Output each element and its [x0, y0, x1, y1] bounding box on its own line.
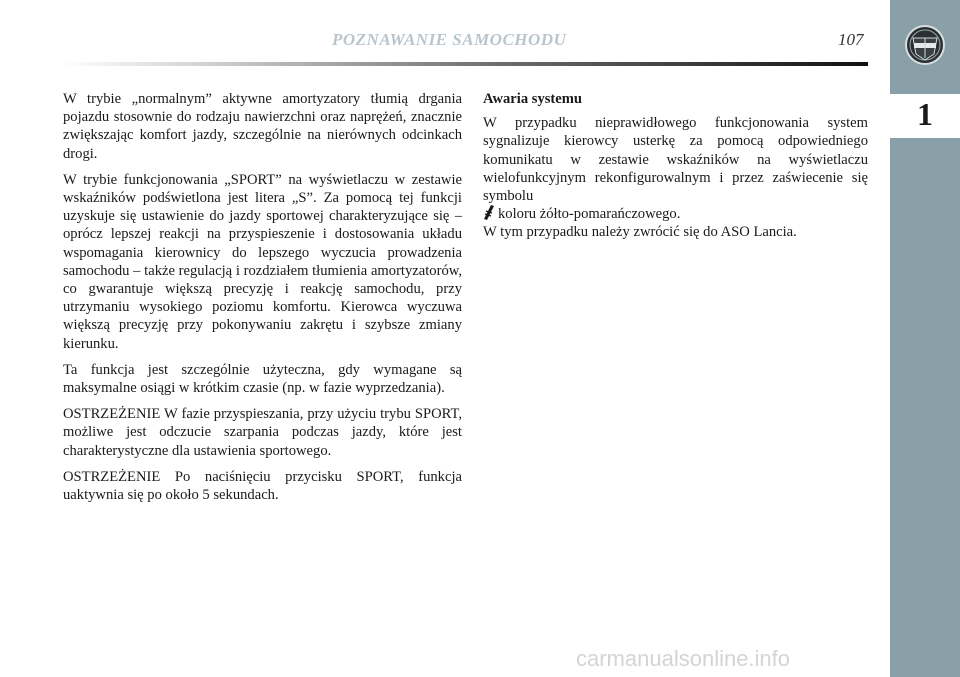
paragraph: W tym przypadku należy zwrócić się do ASO Lancia.	[483, 224, 797, 241]
right-column	[483, 90, 868, 250]
paragraph-text: koloru żółto-pomarańczowego.	[498, 206, 681, 223]
left-column	[63, 90, 462, 512]
header-rule	[60, 62, 868, 66]
suspension-warning-icon	[483, 205, 495, 220]
lancia-logo-icon	[904, 24, 946, 66]
paragraph: OSTRZEŻENIE W fazie przyspieszania, przy użyciu trybu SPORT, możliwe jest odczucie szarpania podczas jazdy, które jest charakterystyczne dla ustawienia sportowego.	[63, 406, 462, 459]
watermark: carmanualsonline.info	[576, 646, 791, 671]
paragraph: W trybie „normalnym” aktywne amortyzatory tłumią drgania pojazdu stosownie do rodzaju nawierzchni oraz naprężeń, znacznie zwiększając komfort jazdy, szczególnie na nierównych odcinkach drogi.	[63, 91, 462, 162]
section-heading: Awaria systemu	[483, 91, 583, 107]
paragraph: Ta funkcja jest szczególnie użyteczna, gdy wymagane są maksymalne osiągi w krótkim czasie (np. w fazie wyprzedzania).	[63, 361, 462, 397]
paragraph-text: W przypadku nieprawidłowego funkcjonowania system sygnalizuje kierowcy usterkę za pomocą odpowiedniego komunikatu w zestawie wskaźników na wyświetlaczu wielofunkcyjnym rekonfigurowalnym i przez zaświecenie się symbolu	[483, 115, 868, 205]
paragraph	[483, 114, 868, 223]
chapter-tab[interactable]	[890, 94, 960, 138]
chapter-number: 1	[917, 96, 933, 132]
paragraph: OSTRZEŻENIE Po naciśnięciu przycisku SPORT, funkcja uaktywnia się po około 5 sekundach.	[63, 468, 462, 504]
page-header-title: POZNAWANIE SAMOCHODU	[332, 30, 567, 49]
paragraph: W trybie funkcjonowania „SPORT” na wyświetlaczu w zestawie wskaźników podświetlona jest litera „S”. Za pomocą tej funkcji uzyskuje się ustawienie do jazdy sportowej charakteryzujące się – oprócz lepszej reakcji na przyspieszenie i dostosowania układu wspomagania kierownicy do lepszego wyczucia prowadzenia samochodu – także regulacją i rozdziałem tłumienia amortyzatorów, co gwarantuje większą precyzję i reakcję samochodu, przy utrzymaniu wysokiego poziomu komfortu. Kierowca wyczuwa większą precyzję przy pokonywaniu zakrętu i szybsze zmiany kierunku.	[63, 171, 462, 352]
page-number: 107	[838, 30, 864, 49]
